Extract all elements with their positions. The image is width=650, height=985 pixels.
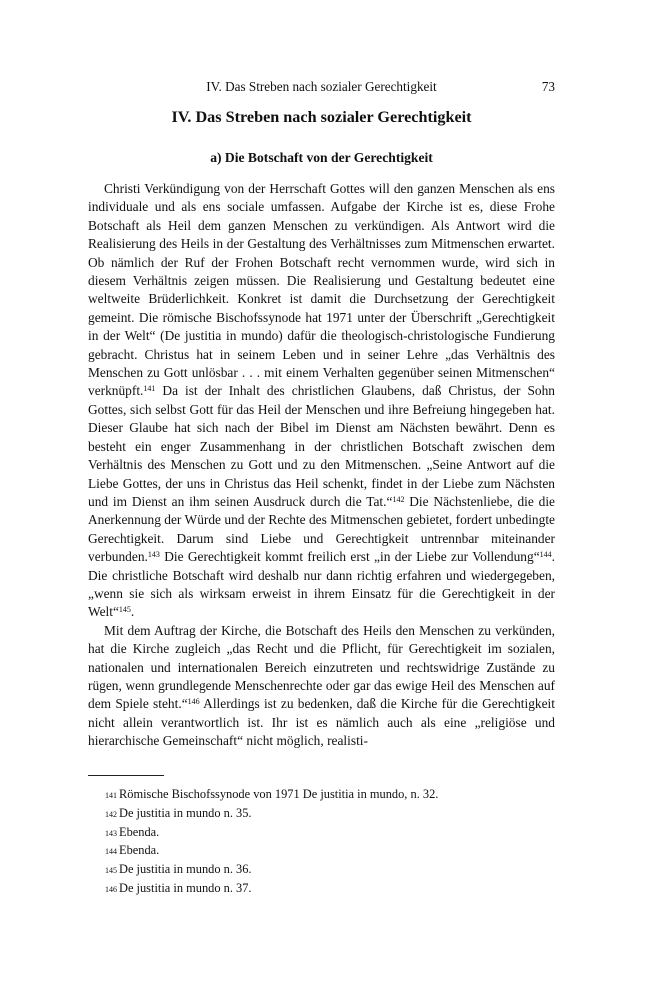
footnote-text: Ebenda. [119, 843, 160, 858]
page-number: 73 [541, 79, 555, 94]
paragraph-text: Die Gerechtigkeit kommt freilich erst „in der Liebe zur Vollendung“ [159, 549, 540, 565]
footnote-number: 146 [105, 884, 117, 894]
footnote-ref[interactable]: 143 [147, 550, 160, 560]
paragraph-text: Allerdings ist zu bedenken, daß die Kirche für die Gerechtigkeit nicht allein verantwortlich ist. Ihr ist es nämlich auch als eine „religiöse und hierarchische Gemeinschaft“ nicht möglich, realisti- [88, 696, 555, 749]
footnotes [105, 786, 555, 899]
paragraph-text: . [130, 604, 135, 620]
footnote-text: Ebenda. [119, 824, 160, 839]
footnote-number: 144 [105, 847, 117, 857]
chapter-title: IV. Das Streben nach sozialer Gerechtigkeit [171, 108, 472, 126]
paragraph [88, 180, 555, 622]
footnote [105, 861, 555, 880]
footnote [105, 805, 555, 824]
footnote-number: 141 [105, 791, 117, 800]
footnote [105, 824, 555, 843]
footnote-ref[interactable]: 141 [143, 384, 156, 394]
paragraph-text: Da ist der Inhalt des christlichen Glaubens, daß Christus, der Sohn Gottes, sich selbst Gott für das Heil der Menschen und ihre Befreiung hingegeben hat. Dieser Glaube hat sich nach der Bibel im Dienst am Nächsten bewährt. Denn es besteht ein enger Zusammenhang in der christlichen Botschaft zwischen dem Verhältnis des Menschen zu Gott und zu den Mitmenschen. „Seine Antwort auf die Liebe Gottes, der uns in Christus das Heil schenkt, findet in der Liebe zum Nächsten und im Dienst an ihm seinen Ausdruck durch die Tat.“ [88, 383, 555, 509]
paragraph-text: . Die christliche Botschaft wird deshalb nur dann richtig erfahren und wiedergegeben, „wenn sie sich als wirksam erweist in ihrem Einsatz für die Gerechtigkeit in der Welt“ [88, 549, 555, 620]
footnote-text: Römische Bischofssynode von 1971 De justitia in mundo, n. 32. [119, 787, 439, 801]
footnote-text: De justitia in mundo n. 36. [119, 862, 252, 877]
footnote-text: De justitia in mundo n. 35. [119, 805, 252, 820]
paragraph-text: Mit dem Auftrag der Kirche, die Botschaft des Heils den Menschen zu verkünden, hat die Kirche zugleich „das Recht und die Pflicht, für Gerechtigkeit im sozialen, nationalen und internationalen Bereich einzutreten und rechtswidrige Zustände zu rügen, wenn grundlegende Menschenrechte oder gar das ewige Heil des Menschen auf dem Spiele steht.“ [88, 622, 555, 712]
footnote-number: 142 [105, 809, 117, 819]
paragraph [88, 622, 555, 751]
footnote-ref[interactable]: 146 [187, 697, 200, 707]
paragraph-text: Die Nächstenliebe, die die Anerkennung der Würde und der Rechte des Mitmenschen gebietet, fordert unbedingte Gerechtigkeit. Darum sind Liebe und Gerechtigkeit untrennbar miteinander verbunden. [88, 493, 555, 565]
section-title: a) Die Botschaft von der Gerechtigkeit [210, 150, 433, 165]
running-head-title: IV. Das Streben nach sozialer Gerechtigkeit [206, 79, 437, 94]
footnote [105, 880, 555, 899]
footnote-number: 143 [105, 828, 117, 838]
footnote-separator [88, 775, 164, 776]
body-text [88, 180, 555, 751]
paragraph-text: Christi Verkündigung von der Herrschaft Gottes will den ganzen Menschen als ens individuale und als ens sociale umfassen. Aufgabe der Kirche ist es, diese Frohe Botschaft als Heil dem ganzen Menschen zu verkündigen. Als Antwort wird die Realisierung des Heils in der Gestaltung des Verhältnisses zum Mitmenschen erwartet. Ob nämlich der Ruf der Frohen Botschaft recht vernommen wurde, wird sich in diesem Verhältnis zeigen müssen. Die Realisierung und Gestaltung bedeutet eine weltweite Brüderlichkeit. Konkret ist damit die Durchsetzung der Gerechtigkeit gemeint. Die römische Bischofssynode hat 1971 unter der Überschrift „Gerechtigkeit in der Welt“ (De justitia in mundo) dafür die theologisch-christologische Fundierung gebracht. Christus hat in seinem Leben und in seiner Lehre „das Verhältnis des Menschen zu Gott unlösbar . . . mit einem Verhalten gegenüber seinen Mitmenschen“ verknüpft. [88, 181, 555, 399]
footnote-text: De justitia in mundo n. 37. [119, 880, 252, 895]
footnote [105, 786, 555, 805]
footnote-ref[interactable]: 142 [392, 494, 405, 504]
footnote-ref[interactable]: 144 [539, 550, 552, 560]
footnote-ref[interactable]: 145 [118, 605, 131, 615]
footnote-number: 145 [105, 866, 117, 876]
footnote [105, 842, 555, 861]
